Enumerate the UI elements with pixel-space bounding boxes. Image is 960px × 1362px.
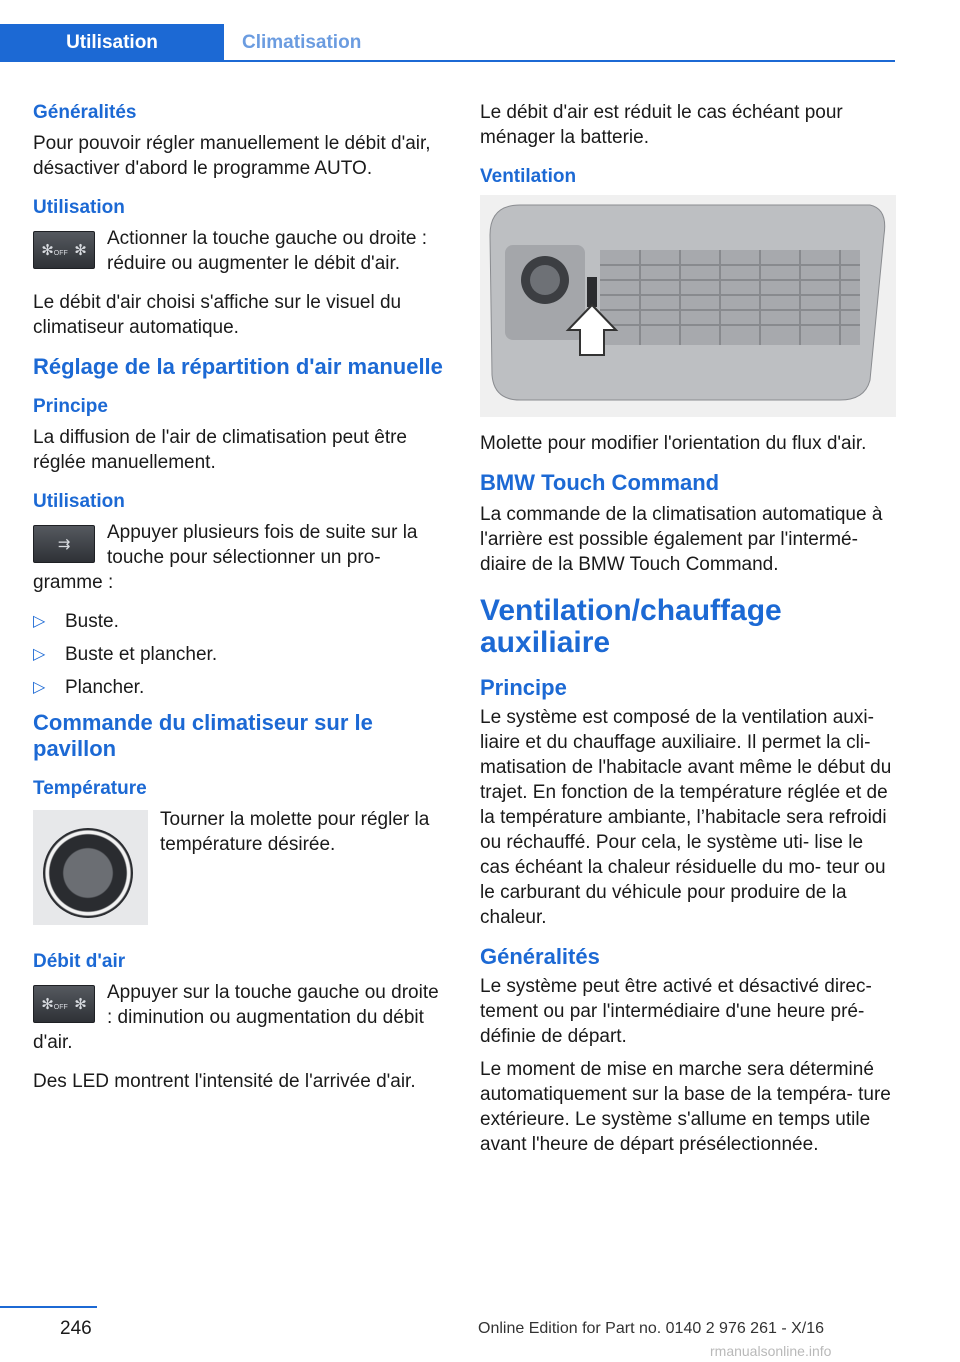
- heading-debit: Débit d'air: [33, 951, 126, 972]
- fan-button-image: [33, 985, 95, 1023]
- fan-icon: ✻OFF: [41, 242, 68, 259]
- tab-utilisation[interactable]: Utilisation: [0, 24, 224, 62]
- icon-paragraph: [33, 520, 445, 595]
- triangle-bullet-icon: ▷: [33, 613, 46, 630]
- list-item-text: Buste et plancher.: [65, 644, 218, 665]
- fan-icon: ✻: [74, 242, 87, 259]
- paragraph: La commande de la climatisation automatique à l'arrière est possible également par l'intermé‐ diaire de la BMW Touch Command.: [480, 504, 883, 575]
- paragraph: Appuyer sur la touche gauche ou droite : diminution ou augmentation du débit d'air.: [33, 982, 439, 1053]
- icon-paragraph: [33, 226, 445, 276]
- paragraph: Actionner la touche gauche ou droite : réduire ou augmenter le débit d'air.: [107, 228, 428, 274]
- paragraph: Le débit d'air est réduit le cas échéant pour ménager la batterie.: [480, 102, 843, 148]
- image-caption: Molette pour modifier l'orientation du flux d'air.: [480, 433, 867, 454]
- header-tabs: [0, 24, 895, 62]
- paragraph: La diffusion de l'air de climatisation peut être réglée manuellement.: [33, 427, 407, 473]
- paragraph: Le moment de mise en marche sera déterminé automatiquement sur la base de la tempéra‐ ture extérieure. Le système s'allume en temps utile avant l'heure de départ présélectionnée.: [480, 1059, 891, 1155]
- list-item: [33, 609, 445, 634]
- tab-climatisation[interactable]: Climatisation: [242, 32, 362, 53]
- heading-principe: Principe: [480, 675, 567, 700]
- paragraph: Des LED montrent l'intensité de l'arrivée d'air.: [33, 1071, 416, 1092]
- paragraph: Pour pouvoir régler manuellement le débit d'air, désactiver d'abord le programme AUTO.: [33, 133, 431, 179]
- paragraph: Le système est composé de la ventilation auxi‐ liaire et du chauffage auxiliaire. Il permet la cli‐ matisation de l'habitacle avant même le début du trajet. En fonction de la température réglée et de la température ambiante, l’habitacle sera refroidi ou réchauffé. Pour cela, le système uti‐ lise le cas échéant la chaleur résiduelle du mo‐ teur ou le carburant du véhicule pour produire de la chaleur.: [480, 707, 892, 928]
- heading-repartition: Réglage de la répartition d'air manuelle: [33, 354, 443, 379]
- air-distribution-button-image: [33, 525, 95, 563]
- image-paragraph: [33, 807, 445, 935]
- paragraph: Le système peut être activé et désactivé direc‐ tement ou par l'intermédiaire d'une heure pré‐ définie de départ.: [480, 976, 872, 1047]
- heading-generalites: Généralités: [480, 944, 600, 969]
- list-item: [33, 675, 445, 700]
- page-number: 246: [60, 1318, 92, 1339]
- paragraph: Le débit d'air choisi s'affiche sur le visuel du climatiseur automatique.: [33, 292, 402, 338]
- paragraph: Tourner la molette pour régler la température désirée.: [160, 809, 430, 855]
- edition-note: Online Edition for Part no. 0140 2 976 261 - X/16: [478, 1320, 825, 1337]
- fan-button-image: [33, 231, 95, 269]
- right-column: [480, 100, 896, 1171]
- watermark: rmanualsonline.info: [710, 1343, 832, 1359]
- heading-generalites: Généralités: [33, 102, 137, 123]
- triangle-bullet-icon: ▷: [33, 679, 46, 696]
- fan-icon: ✻: [74, 996, 87, 1013]
- temperature-knob-image: [33, 810, 148, 925]
- list-item: [33, 642, 445, 667]
- list-item-text: Plancher.: [65, 677, 145, 698]
- heading-touch-command: BMW Touch Command: [480, 470, 720, 495]
- header-rule: [0, 60, 895, 62]
- heading-utilisation: Utilisation: [33, 197, 125, 218]
- heading-principe: Principe: [33, 396, 108, 417]
- heading-ventilation: Ventilation: [480, 166, 577, 187]
- list-item-text: Buste.: [65, 611, 119, 632]
- paragraph: Appuyer plusieurs fois de suite sur la touche pour sélectionner un pro‐ gramme :: [33, 522, 418, 593]
- air-distribution-icon: ⇉: [57, 536, 71, 553]
- fan-icon: ✻OFF: [41, 996, 68, 1013]
- bullet-list: [33, 609, 445, 700]
- triangle-bullet-icon: ▷: [33, 646, 46, 663]
- heading-utilisation: Utilisation: [33, 491, 125, 512]
- heading-ventilation-chauffage: Ventilation/chauffage auxiliaire: [480, 594, 782, 659]
- footer-rule: [0, 1306, 97, 1308]
- left-column: [33, 100, 445, 1108]
- icon-paragraph: [33, 980, 445, 1055]
- vent-image: [480, 195, 896, 417]
- heading-temperature: Température: [33, 778, 147, 799]
- heading-pavillon: Commande du climatiseur sur le pavillon: [33, 710, 373, 761]
